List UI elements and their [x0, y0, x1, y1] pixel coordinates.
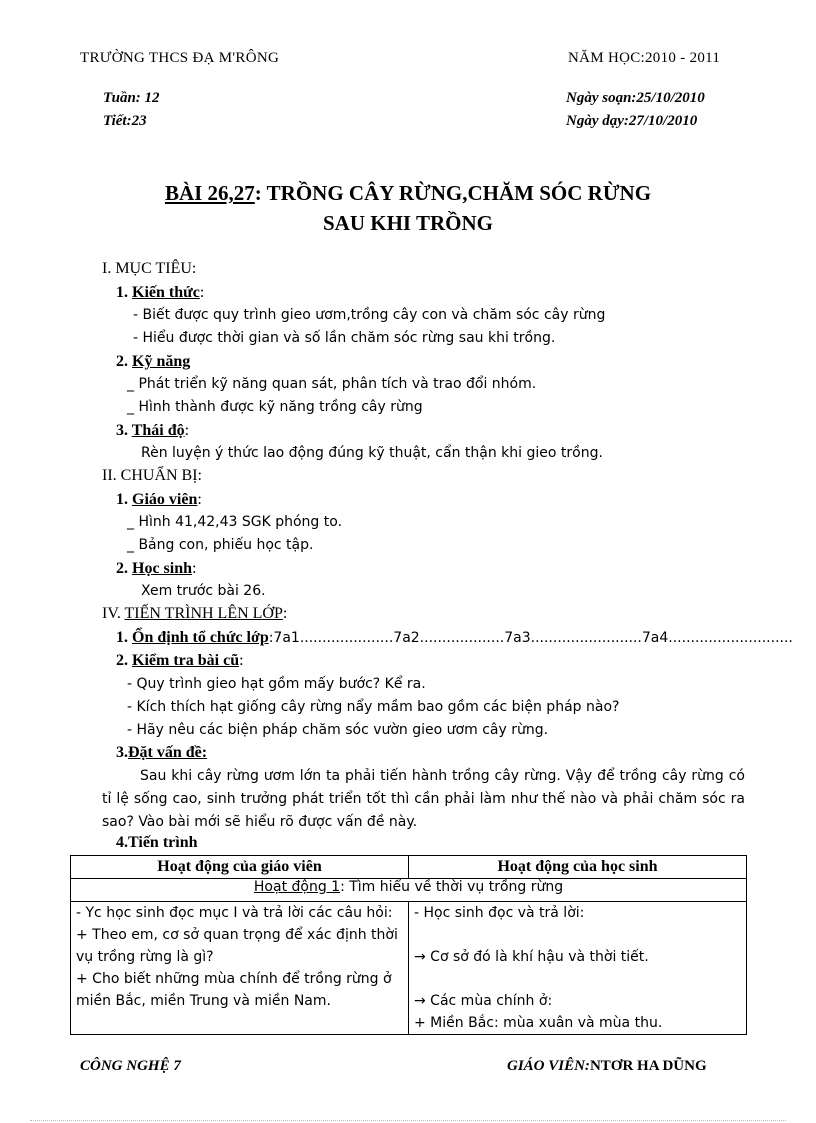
student-line: → Cơ sở đó là khí hậu và thời tiết.: [414, 949, 649, 965]
lesson-title-line1: [0, 181, 816, 206]
lesson-number: BÀI 26,27: [164, 181, 255, 205]
attitude-heading: 3. Thái độ:: [116, 422, 190, 439]
student-line: → Các mùa chính ở:: [414, 993, 553, 1009]
lesson-title-text: : TRỒNG CÂY RỪNG,CHĂM SÓC RỪNG: [254, 181, 652, 205]
teacher-column-header: Hoạt động của giáo viên: [71, 856, 409, 879]
student-line: + Miền Bắc: mùa xuân và mùa thu.: [414, 1015, 663, 1031]
lesson-title-line2: SAU KHI TRỒNG: [323, 211, 493, 235]
teacher-prep-heading: 1. Giáo viên:: [116, 491, 202, 508]
teacher-line: - Yc học sinh đọc mục I và trả lời các câu hỏi:: [76, 905, 393, 921]
class-check-heading: 1. Ổn định tổ chức lớp:7a1.....................7a2...................7a3.........................7a4............................: [116, 629, 793, 646]
school-year: NĂM HỌC:2010 - 2011: [568, 50, 721, 66]
table-row: [71, 902, 747, 1035]
objectives-heading: I. MỤC TIÊU:: [102, 260, 197, 277]
problem-heading: 3.Đặt vấn đề:: [116, 744, 208, 761]
teacher-prep-item: _ Bảng con, phiếu học tập.: [127, 537, 314, 553]
week-label: Tuần: 12: [103, 90, 160, 106]
student-prep-heading: 2. Học sinh:: [116, 560, 197, 577]
footer-subject: CÔNG NGHỆ 7: [80, 1058, 181, 1074]
review-question: - Kích thích hạt giống cây rừng nẩy mầm bao gồm các biện pháp nào?: [127, 699, 620, 715]
student-prep-item: Xem trước bài 26.: [141, 583, 266, 599]
preparation-heading: II. CHUẨN BỊ:: [102, 467, 202, 484]
date-taught: Ngày dạy:27/10/2010: [566, 113, 698, 129]
date-prepared: Ngày soạn:25/10/2010: [566, 90, 705, 106]
review-heading: 2. Kiểm tra bài cũ:: [116, 652, 244, 669]
student-activity-cell: [409, 902, 747, 1035]
table-header-row: [71, 856, 747, 879]
teacher-prep-item: _ Hình 41,42,43 SGK phóng to.: [127, 514, 343, 530]
class-check-dots: :7a1.....................7a2...................7a3.........................7a4............................: [268, 630, 793, 646]
student-line: - Học sinh đọc và trả lời:: [414, 905, 585, 921]
problem-paragraph: Sau khi cây rừng ươm lớn ta phải tiến hành trồng cây rừng. Vậy để trồng cây rừng có tỉ lệ sống cao, sinh trưởng phát triển tốt thì cần phải làm như thế nào và phải chăm sóc ra sao? Vào bài mới sẽ hiểu rõ được vấn đề này.: [102, 768, 745, 830]
school-name: TRƯỜNG THCS ĐẠ M'RÔNG: [80, 50, 280, 66]
activity-row: [71, 879, 747, 902]
activity-title: Hoạt động 1: Tìm hiểu về thời vụ trồng rừng: [71, 879, 747, 902]
activity-table: [70, 855, 747, 1035]
knowledge-item: - Hiểu được thời gian và số lần chăm sóc rừng sau khi trồng.: [133, 330, 556, 346]
student-column-header: Hoạt động của học sinh: [409, 856, 747, 879]
teacher-line: + Theo em, cơ sở quan trọng để xác định thời vụ trồng rừng là gì?: [76, 927, 398, 965]
period-label: Tiết:23: [103, 113, 147, 129]
skills-item: _ Phát triển kỹ năng quan sát, phân tích và trao đổi nhóm.: [127, 376, 537, 392]
teacher-activity-cell: [71, 902, 409, 1035]
page-bottom-divider: [30, 1120, 786, 1121]
review-question: - Hãy nêu các biện pháp chăm sóc vườn gieo ươm cây rừng.: [127, 722, 549, 738]
review-question: - Quy trình gieo hạt gồm mấy bước? Kể ra.: [127, 676, 426, 692]
teacher-line: + Cho biết những mùa chính để trồng rừng ở miền Bắc, miền Trung và miền Nam.: [76, 971, 392, 1009]
progress-heading: 4.Tiến trình: [116, 834, 198, 851]
knowledge-item: - Biết được quy trình gieo ươm,trồng cây con và chăm sóc cây rừng: [133, 307, 606, 323]
footer-teacher: GIÁO VIÊN:NTƠR HA DŨNG: [507, 1058, 707, 1074]
procedure-heading: IV. TIẾN TRÌNH LÊN LỚP:: [102, 605, 288, 622]
knowledge-heading: 1. Kiến thức:: [116, 284, 205, 301]
attitude-item: Rèn luyện ý thức lao động đúng kỹ thuật, cẩn thận khi gieo trồng.: [141, 445, 603, 461]
skills-item: _ Hình thành được kỹ năng trồng cây rừng: [127, 399, 423, 415]
skills-heading: 2. Kỹ năng: [116, 353, 191, 370]
